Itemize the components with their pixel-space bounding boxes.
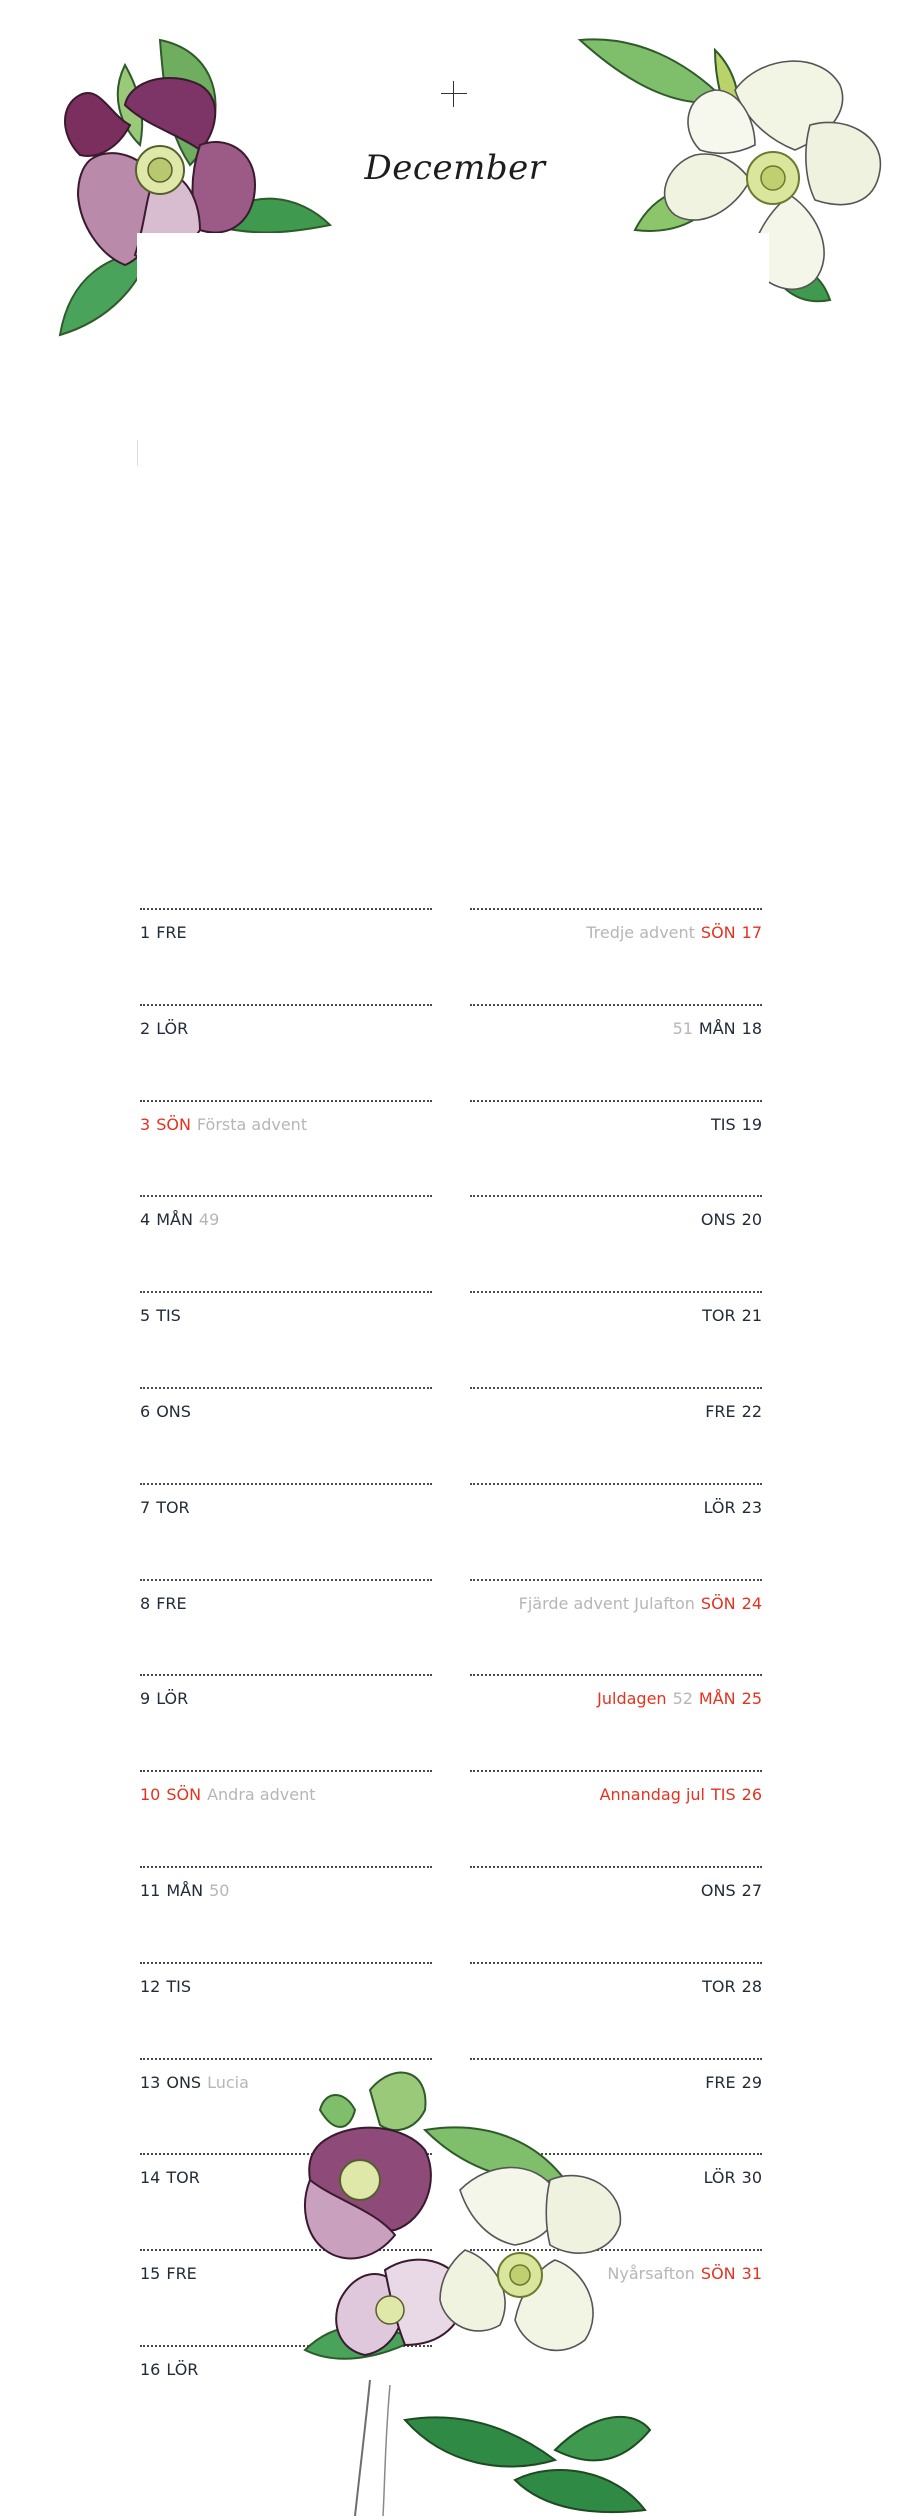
day-row [140, 1579, 432, 1675]
day-number: 23 [741, 1497, 762, 1517]
weekday: FRE [156, 923, 187, 942]
day-number: 28 [741, 1976, 762, 1996]
day-line [140, 1210, 432, 1230]
day-line [470, 1498, 762, 1518]
weekday: TOR [156, 1497, 190, 1517]
day-number: 24 [741, 1593, 762, 1613]
weekday: FRE [705, 1401, 736, 1421]
day-row [140, 1195, 432, 1291]
weekday: ONS [700, 1880, 736, 1900]
day-row [470, 1387, 762, 1483]
day-note: Fjärde advent Julafton [518, 1593, 695, 1613]
day-row [470, 1100, 762, 1196]
weekday: SÖN [700, 923, 736, 942]
day-row [470, 1866, 762, 1962]
weekday: SÖN [700, 2264, 736, 2284]
weekday: LÖR [156, 1689, 189, 1709]
weekday: FRE [166, 2264, 197, 2284]
day-number: 7 [140, 1497, 151, 1517]
day-line [140, 1594, 432, 1614]
day-line [470, 1210, 762, 1230]
day-line [470, 1594, 762, 1614]
day-number: 30 [741, 2168, 762, 2188]
weekday: SÖN [700, 1593, 736, 1613]
day-number: 10 [140, 1785, 161, 1805]
day-line [470, 1306, 762, 1326]
day-number: 27 [741, 1880, 762, 1900]
day-row [470, 1291, 762, 1387]
day-note: Nyårsafton [607, 2264, 695, 2284]
day-number: 4 [140, 1210, 151, 1230]
day-number: 18 [741, 1018, 762, 1038]
weekday: FRE [705, 2072, 736, 2092]
day-note: Första advent [196, 1114, 308, 1134]
day-number: 25 [741, 1689, 762, 1709]
weekday: ONS [156, 1401, 191, 1421]
holiday-name: Juldagen [597, 1689, 667, 1709]
weekday: LÖR [703, 2168, 736, 2188]
day-line [140, 1977, 432, 1997]
weekday: TIS [166, 1976, 192, 1996]
day-number: 22 [741, 1401, 762, 1421]
weekday: TIS [710, 1785, 736, 1805]
day-line [470, 1019, 762, 1039]
weekday: LÖR [166, 2359, 199, 2379]
day-line [470, 1977, 762, 1997]
day-line [140, 1019, 432, 1039]
day-row [470, 1579, 762, 1675]
week-number: 52 [672, 1689, 693, 1709]
weekday: LÖR [156, 1018, 189, 1038]
hellebore-bouquet-icon [265, 2050, 685, 2516]
day-line [140, 1881, 432, 1901]
day-row [470, 1195, 762, 1291]
weekday: MÅN [698, 1689, 736, 1709]
photo-edge [137, 440, 138, 466]
day-row [140, 1866, 432, 1962]
day-row [140, 1483, 432, 1579]
weekday: LÖR [703, 1497, 736, 1517]
day-row [140, 1770, 432, 1866]
day-number: 11 [140, 1880, 161, 1900]
weekday: FRE [156, 1593, 187, 1613]
day-number: 12 [140, 1976, 161, 1996]
day-line [470, 1115, 762, 1135]
day-number: 29 [741, 2072, 762, 2092]
day-row [470, 1770, 762, 1866]
day-number: 3 [140, 1114, 151, 1134]
weekday: ONS [166, 2072, 202, 2092]
day-note: Andra advent [207, 1785, 316, 1805]
week-number: 51 [672, 1018, 693, 1038]
week-number: 49 [198, 1210, 220, 1230]
day-number: 17 [741, 923, 762, 942]
day-line [470, 1785, 762, 1805]
day-line [470, 1402, 762, 1422]
weekday: SÖN [166, 1785, 202, 1805]
day-line [470, 923, 762, 943]
day-line [140, 1498, 432, 1518]
weekday: MÅN [156, 1210, 193, 1230]
day-number: 15 [140, 2264, 161, 2284]
day-line [140, 1115, 432, 1135]
day-note: Lucia [207, 2072, 249, 2092]
day-number: 19 [741, 1114, 762, 1134]
day-row [470, 1962, 762, 2058]
weekday: ONS [700, 1210, 736, 1230]
weekday: MÅN [698, 1018, 736, 1038]
weekday: MÅN [166, 1880, 204, 1900]
day-number: 1 [140, 923, 151, 942]
plus-icon [441, 81, 467, 107]
day-number: 9 [140, 1689, 151, 1709]
day-line [140, 923, 432, 943]
holiday-name: Annandag jul [599, 1785, 705, 1805]
day-row [140, 1100, 432, 1196]
day-line [470, 1881, 762, 1901]
day-number: 20 [741, 1210, 762, 1230]
day-row [140, 908, 432, 1004]
day-line [140, 1785, 432, 1805]
day-line [470, 1689, 762, 1709]
day-row [140, 1674, 432, 1770]
day-row [140, 1004, 432, 1100]
day-number: 16 [140, 2359, 161, 2379]
day-row [140, 1291, 432, 1387]
day-number: 14 [140, 2168, 161, 2188]
weekday: TIS [710, 1114, 736, 1134]
weekday: TOR [702, 1306, 736, 1326]
weekday: TOR [702, 1976, 736, 1996]
day-row [140, 1962, 432, 2058]
day-number: 8 [140, 1593, 151, 1613]
day-number: 31 [741, 2264, 762, 2284]
day-number: 6 [140, 1401, 151, 1421]
day-number: 21 [741, 1306, 762, 1326]
weekday: SÖN [156, 1114, 191, 1134]
photo-area [137, 233, 769, 833]
day-row [140, 1387, 432, 1483]
day-row [470, 1483, 762, 1579]
day-number: 5 [140, 1306, 151, 1326]
day-row [470, 1004, 762, 1100]
day-number: 26 [741, 1785, 762, 1805]
day-line [140, 1689, 432, 1709]
day-row [470, 1674, 762, 1770]
month-title: December [364, 148, 546, 188]
week-number: 50 [209, 1880, 230, 1900]
day-number: 13 [140, 2072, 161, 2092]
day-note: Tredje advent [586, 923, 695, 942]
day-row [470, 908, 762, 1004]
day-line [140, 1402, 432, 1422]
day-number: 2 [140, 1018, 151, 1038]
weekday: TOR [166, 2168, 200, 2188]
weekday: TIS [156, 1306, 181, 1326]
day-line [140, 1306, 432, 1326]
